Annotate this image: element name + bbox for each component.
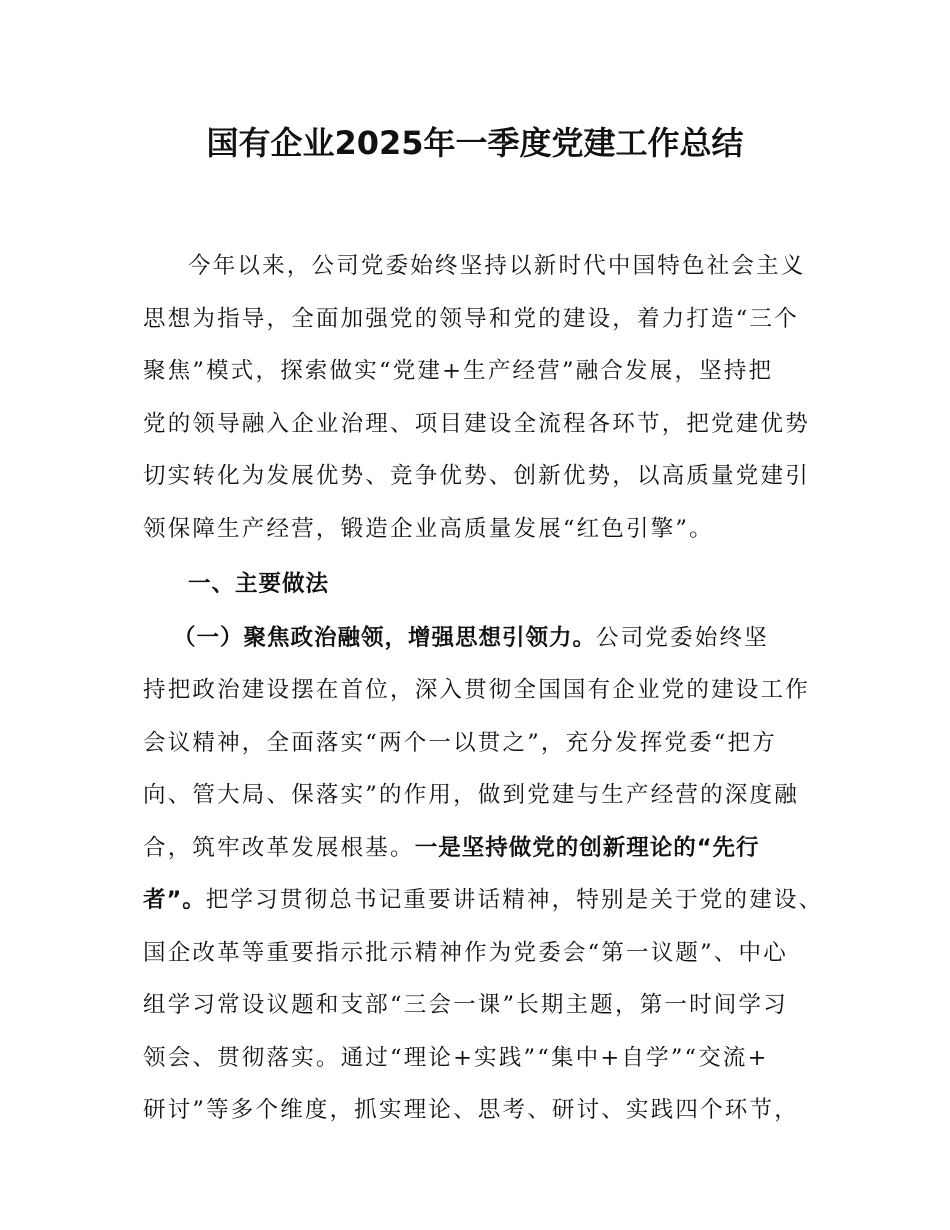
- subsection-first-line: [143, 612, 823, 665]
- intro-line: 思想为指导，全面加强党的领导和党的建设，着力打造“三个: [143, 305, 799, 332]
- subsection-line: 国企改革等重要指示批示精神作为党委会“第一议题”、中心: [143, 939, 788, 966]
- subsection-line: 组学习常设议题和支部“三会一课”长期主题，第一时间学习: [143, 992, 788, 1018]
- subsection-line: 领会、贯彻落实。通过“理论+实践”“集中+自学”“交流+: [143, 1044, 769, 1071]
- intro-line: 切实转化为发展优势、竞争优势、创新优势，以高质量党建引: [143, 463, 810, 489]
- intro-line: 今年以来，公司党委始终坚持以新时代中国特色社会主义: [188, 253, 806, 279]
- document-title: 国有企业2025年一季度党建工作总结: [206, 124, 744, 162]
- subsection-line-mixed: [143, 822, 823, 875]
- subsection-first-line-rest: 公司党委始终坚: [596, 624, 769, 651]
- intro-line: 党的领导融入企业治理、项目建设全流程各环节，把党建优势: [143, 410, 810, 437]
- document-body: [143, 240, 823, 1137]
- subsection-line: 会议精神，全面落实“两个一以贯之”，充分发挥党委“把方: [143, 729, 777, 756]
- intro-line: 聚焦”模式，探索做实“党建+生产经营”融合发展，坚持把: [143, 358, 774, 384]
- plain-segment: 合，筑牢改革发展根基。: [143, 834, 415, 861]
- section-heading: 一、主要做法: [188, 571, 330, 597]
- plain-segment: 把学习贯彻总书记重要讲话精神，特别是关于党的建设、: [205, 887, 824, 913]
- subsection-line: 向、管大局、保落实”的作用，做到党建与生产经营的深度融: [143, 782, 799, 808]
- subsection-line-mixed: [143, 874, 823, 927]
- subsection-line: 研讨”等多个维度，抓实理论、思考、研讨、实践四个环节，: [143, 1097, 799, 1123]
- point-one-heading-end: 者”。: [143, 887, 206, 913]
- point-one-heading: 一是坚持做党的创新理论的“先行: [414, 834, 760, 861]
- intro-line: 领保障生产经营，锻造企业高质量发展“红色引擎”。: [143, 515, 714, 542]
- subsection-line: 持把政治建设摆在首位，深入贯彻全国国有企业党的建设工作: [143, 677, 810, 703]
- subsection-heading: （一）聚焦政治融领，增强思想引领力。: [173, 624, 597, 651]
